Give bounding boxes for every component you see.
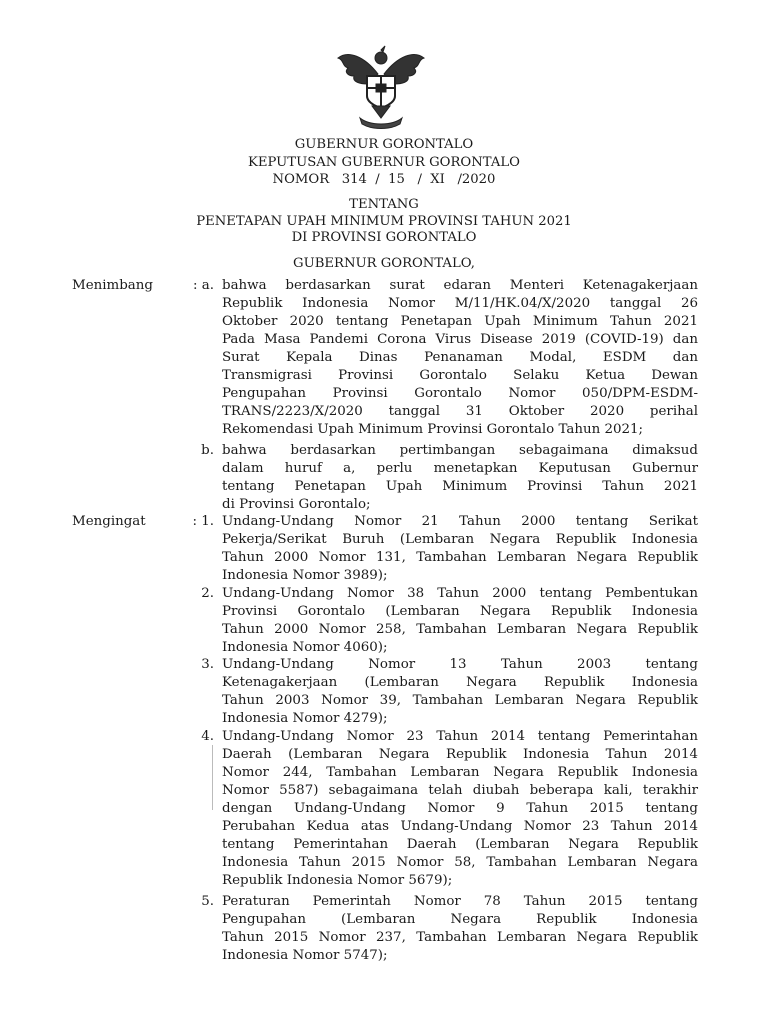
item-marker: b. [201,443,214,458]
title-line-1: PENETAPAN UPAH MINIMUM PROVINSI TAHUN 2021 [196,214,572,229]
item-marker: 3. [201,657,214,672]
about-heading: TENTANG [349,197,419,212]
legal-basis-item-5: Peraturan Pemerintah Nomor 78 Tahun 2015 tentang Pengupahan (Lembaran Negara Republik Indonesia Tahun 2015 Nomor 237, Tambahan Lembaran Negara Republik Indonesia Nomor 5747); [222,894,698,963]
issuer-heading: GUBERNUR GORONTALO, [293,256,475,271]
governor-heading: GUBERNUR GORONTALO [294,137,474,152]
decree-number: NOMOR 314 / 15 / XI /2020 [272,172,496,187]
legal-basis-item-1: Undang-Undang Nomor 21 Tahun 2000 tentang Serikat Pekerja/Serikat Buruh (Lembaran Negara Republik Indonesia Tahun 2000 Nomor 131, Tambahan Lembaran Negara Republik Indonesia Nomor 3989); [222,514,698,583]
legal-basis-item-2: Undang-Undang Nomor 38 Tahun 2000 tentang Pembentukan Provinsi Gorontalo (Lembaran Negara Republik Indonesia Tahun 2000 Nomor 258, Tambahan Lembaran Negara Republik Indonesia Nomor 4060); [222,586,698,655]
item-marker: 4. [201,729,214,744]
legal-basis-item-4: Undang-Undang Nomor 23 Tahun 2014 tentang Pemerintahan Daerah (Lembaran Negara Republik Indonesia Tahun 2014 Nomor 244, Tambahan Lembaran Negara Republik Indonesia Nomor 5587) sebagaimana telah diubah beberapa kali, terakhir dengan Undang-Undang Nomor 9 Tahun 2015 tentang Perubahan Kedua atas Undang-Undang Nomor 23 Tahun 2014 tentang Pemerintahan Daerah (Lembaran Negara Republik Indonesia Tahun 2015 Nomor 58, Tambahan Lembaran Negara Republik Indonesia Nomor 5679); [222,729,698,888]
margin-line [212,745,213,810]
garuda-emblem-icon [334,44,428,130]
item-marker: 5. [201,894,214,909]
item-marker: : a. [192,278,214,293]
section-label-menimbang: Menimbang [72,278,153,293]
consideration-item-b: bahwa berdasarkan pertimbangan sebagaimana dimaksud dalam huruf a, perlu menetapkan Keputusan Gubernur tentang Penetapan Upah Minimum Provinsi Tahun 2021 di Provinsi Gorontalo; [222,443,698,512]
section-label-mengingat: Mengingat [72,514,146,529]
consideration-item-a: bahwa berdasarkan surat edaran Menteri Ketenagakerjaan Republik Indonesia Nomor M/11/HK.04/X/2020 tanggal 26 Oktober 2020 tentang Penetapan Upah Minimum Tahun 2021 Pada Masa Pandemi Corona Virus Disease 2019 (COVID-19) dan Surat Kepala Dinas Penanaman Modal, ESDM dan Transmigrasi Provinsi Gorontalo Selaku Ketua Dewan Pengupahan Provinsi Gorontalo Nomor 050/DPM-ESDM- TRANS/2223/X/2020 tanggal 31 Oktober 2020 perihal Rekomendasi Upah Minimum Provinsi Gorontalo Tahun 2021; [222,278,698,437]
legal-basis-item-3: Undang-Undang Nomor 13 Tahun 2003 tentang Ketenagakerjaan (Lembaran Negara Republik Indonesia Tahun 2003 Nomor 39, Tambahan Lembaran Negara Republik Indonesia Nomor 4279); [222,657,698,726]
title-line-2: DI PROVINSI GORONTALO [291,230,477,245]
item-marker: 2. [201,586,214,601]
item-marker: : 1. [192,514,214,529]
decree-heading: KEPUTUSAN GUBERNUR GORONTALO [248,155,520,170]
